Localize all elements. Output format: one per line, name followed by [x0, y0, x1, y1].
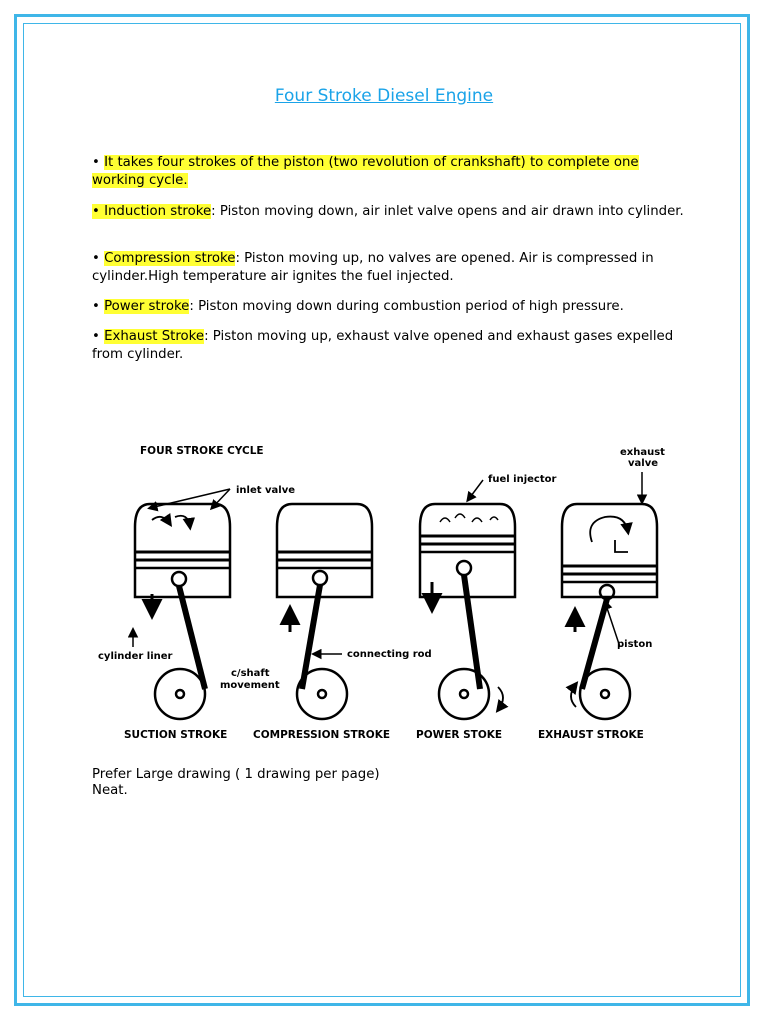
point-4-rest: : Piston moving down during combustion period of high pressure.	[189, 299, 624, 314]
label-cshaft-line2: movement	[220, 680, 280, 691]
footer-note	[92, 767, 380, 799]
stroke-label-power: POWER STOKE	[416, 729, 503, 741]
stroke-label-suction: SUCTION STROKE	[124, 729, 228, 741]
point-1-bullet: •	[92, 155, 105, 170]
label-piston: piston	[617, 639, 653, 650]
point-3	[92, 250, 692, 286]
label-exhaust-valve-line1: exhaust	[620, 447, 665, 458]
point-4-highlight: Power stroke	[104, 299, 190, 314]
point-3-rest: : Piston moving up, no valves are opened. Air is compressed in cylinder.High temperature air ignites the fuel injected.	[92, 251, 654, 284]
label-connecting-rod: connecting rod	[347, 649, 432, 660]
four-stroke-diagram	[80, 432, 680, 752]
point-3-highlight: Compression stroke	[104, 251, 236, 266]
label-exhaust-valve-line2: valve	[628, 458, 658, 469]
point-1	[92, 154, 692, 190]
point-2-highlight: • Induction stroke	[92, 204, 212, 219]
label-cylinder-liner: cylinder liner	[98, 651, 173, 662]
point-3-bullet: •	[92, 251, 105, 266]
page-title: Four Stroke Diesel Engine	[274, 86, 494, 106]
point-4	[92, 298, 692, 316]
cylinder-exhaust	[562, 504, 657, 719]
pointer-lines	[133, 472, 642, 654]
point-1-highlight: It takes four strokes of the piston (two revolution of crankshaft) to complete one working cycle.	[92, 155, 639, 188]
stroke-label-compression: COMPRESSION STROKE	[253, 729, 391, 741]
point-5-bullet: •	[92, 329, 105, 344]
stroke-label-exhaust: EXHAUST STROKE	[538, 729, 644, 741]
point-2-rest: : Piston moving down, air inlet valve opens and air drawn into cylinder.	[211, 204, 684, 219]
point-5-highlight: Exhaust Stroke	[104, 329, 205, 344]
point-5-rest: : Piston moving up, exhaust valve opened and exhaust gases expelled from cylinder.	[92, 329, 674, 362]
point-5	[92, 328, 692, 364]
diagram-heading: FOUR STROKE CYCLE	[140, 445, 264, 457]
label-fuel-injector: fuel injector	[488, 474, 557, 485]
label-inlet-valve: inlet valve	[236, 485, 296, 496]
cylinder-compression	[277, 504, 372, 719]
cylinder-power	[420, 504, 515, 719]
point-2	[92, 203, 692, 221]
footer-line-1: Prefer Large drawing ( 1 drawing per page)	[92, 767, 380, 782]
point-4-bullet: •	[92, 299, 105, 314]
cylinder-suction	[135, 504, 230, 719]
label-cshaft-line1: c/shaft	[231, 668, 270, 679]
footer-line-2: Neat.	[92, 783, 128, 798]
